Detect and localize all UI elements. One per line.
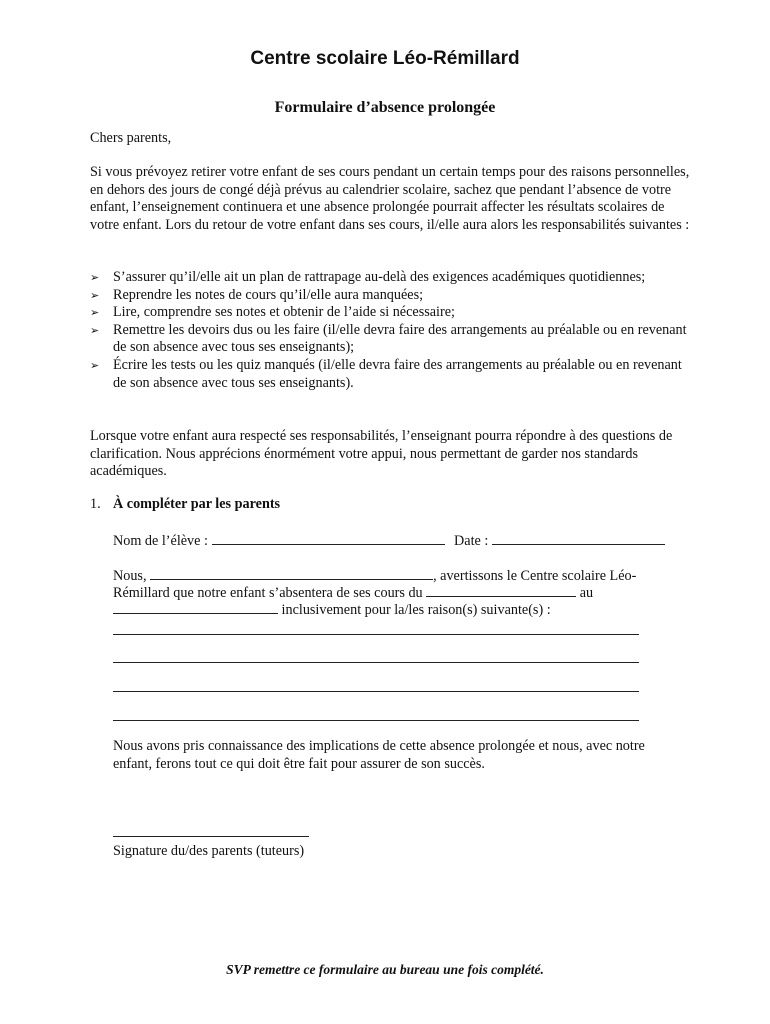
signature-label: Signature du/des parents (tuteurs) [113, 843, 305, 859]
section-title: À compléter par les parents [113, 496, 281, 512]
list-item: ➢ Écrire les tests ou les quiz manqués (il/elle devra faire des arrangements au préalable ou en revenant de son absence avec tous ses enseignants). [90, 356, 682, 391]
closing-paragraph: Lorsque votre enfant aura respecté ses responsabilités, l’enseignant pourra répondre à des questions de clarification. Nous apprécions énormément votre appui, nous permettant de garder nos standards académiques. [90, 428, 673, 480]
date-label: Date : [454, 533, 489, 549]
footer-note: SVP remettre ce formulaire au bureau une fois complété. [226, 962, 544, 977]
arrow-bullet-icon: ➢ [90, 306, 100, 320]
nous-label: Nous, [113, 568, 147, 584]
school-name: Centre scolaire Léo-Rémillard [250, 48, 520, 69]
arrow-bullet-icon: ➢ [90, 323, 100, 337]
section-heading [90, 496, 280, 513]
list-item: ➢ S’assurer qu’il/elle ait un plan de rattrapage au-delà des exigences académiques quotidiennes; [90, 269, 646, 285]
reason-line-2[interactable] [113, 662, 639, 663]
end-date-field[interactable] [113, 600, 278, 614]
school-cont-text: Rémillard que notre enfant s’absentera de ses cours du [113, 585, 423, 601]
list-item: ➢ Reprendre les notes de cours qu’il/elle aura manquées; [90, 286, 424, 303]
arrow-bullet-icon: ➢ [90, 358, 100, 372]
reason-line-4[interactable] [113, 720, 639, 721]
arrow-bullet-icon: ➢ [90, 288, 100, 302]
arrow-bullet-icon: ➢ [90, 271, 100, 284]
form-title: Formulaire d’absence prolongée [274, 99, 496, 116]
intro-paragraph: Si vous prévoyez retirer votre enfant de ses cours pendant un certain temps pour des raisons personnelles, en dehors des jours de congé déjà prévus au calendrier scolaire, sachez que pendant l’absence de votre enfant, l’enseignement continuera et une absence prolongée pourrait affecter les résultats scolaires de votre enfant. Lors du retour de votre enfant dans ses cours, il/elle aura alors les responsabilités suivantes : [90, 164, 690, 233]
student-name-field[interactable] [212, 531, 445, 545]
greeting: Chers parents, [90, 130, 172, 146]
parent-names-field[interactable] [150, 566, 433, 580]
date-field[interactable] [492, 531, 665, 545]
section-number: 1. [90, 496, 101, 512]
list-item: ➢ Lire, comprendre ses notes et obtenir de l’aide si nécessaire; [90, 304, 455, 321]
student-name-label: Nom de l’élève : [113, 533, 208, 549]
end-date-row [113, 600, 551, 620]
signature-field[interactable] [113, 836, 309, 837]
responsibility-list [90, 269, 690, 392]
au-label: au [579, 585, 594, 601]
list-item: ➢ Remettre les devoirs dus ou les faire (il/elle devra faire des arrangements au préalable ou en revenant de son absence avec tous ses enseignants); [90, 321, 687, 356]
reason-line-1[interactable] [113, 634, 639, 635]
inclusive-text: inclusivement pour la/les raison(s) suivante(s) : [281, 602, 551, 618]
student-row [113, 531, 665, 551]
start-date-field[interactable] [426, 583, 576, 597]
acknowledge-paragraph: Nous avons pris connaissance des implications de cette absence prolongée et nous, avec notre enfant, ferons tout ce qui doit être fait pour assurer de son succès. [113, 738, 645, 772]
reason-line-3[interactable] [113, 691, 639, 692]
warn-text: , avertissons le Centre scolaire Léo- [433, 568, 637, 584]
